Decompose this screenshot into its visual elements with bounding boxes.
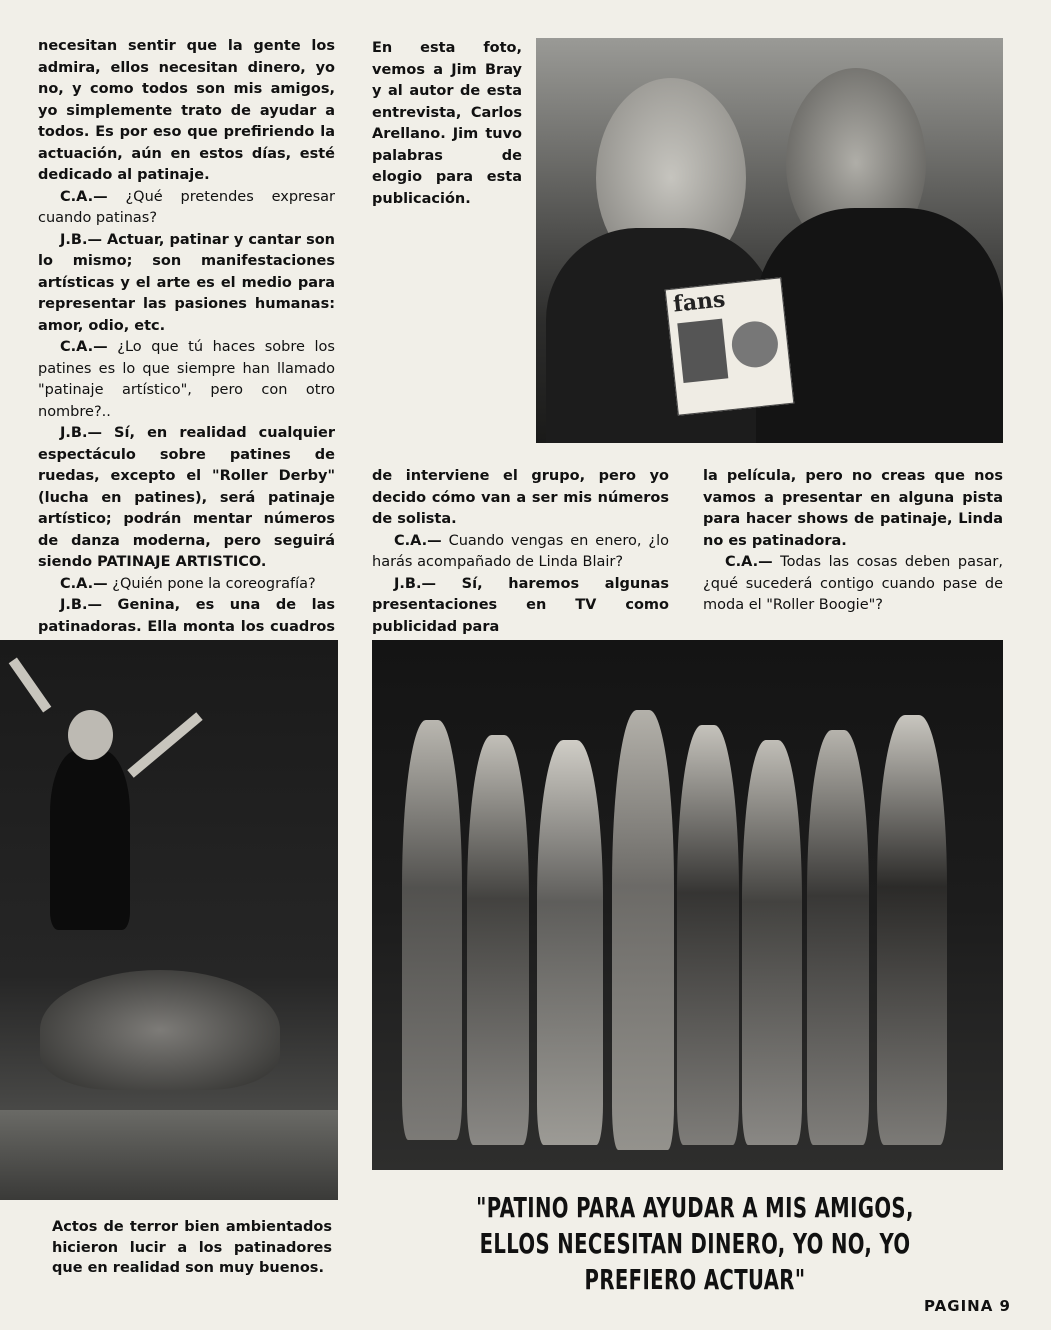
body-right <box>756 208 1003 443</box>
skater-arm <box>9 658 52 713</box>
paragraph: de interviene el grupo, pero yo decido cómo van a ser mis números de solista. <box>372 468 669 527</box>
magazine-cover-image <box>677 319 728 383</box>
dancer <box>402 720 462 1140</box>
paragraph: C.A.— ¿Qué pretendes expresar cuando patinas? <box>38 188 335 226</box>
photo-dancers-group <box>372 640 1003 1170</box>
paragraph: J.B.— Sí, haremos algunas presentaciones en TV como publicidad para <box>372 575 669 635</box>
paragraph: J.B.— Actuar, patinar y cantar son lo mismo; son manifestaciones artísticas y el arte es el medio para representar las pasiones humanas: amor, odio, etc. <box>38 231 335 334</box>
skater-arm <box>127 712 202 778</box>
paragraph: J.B.— Sí, en realidad cualquier espectáculo sobre patines de ruedas, excepto el "Roller Derby" (lucha en patines), será patinaje artístico; podrán mentar números de danza moderna, pero seguirá siendo PATINAJE ARTISTICO. <box>38 425 335 570</box>
paragraph: C.A.— Todas las cosas deben pasar, ¿qué sucederá contigo cuando pase de moda el "Roller Boogie"? <box>703 554 1003 613</box>
photo-skaters-performance <box>0 640 338 1200</box>
magazine-cover-image <box>730 319 781 370</box>
magazine-title: fans <box>671 286 727 318</box>
dancer <box>807 730 869 1145</box>
article-column-2 <box>372 466 669 638</box>
dancer <box>877 715 947 1145</box>
skater-standing <box>50 750 130 930</box>
article-column-3 <box>703 466 1003 617</box>
photo-jim-bray-carlos-arellano <box>536 38 1003 443</box>
dancer <box>537 740 603 1145</box>
paragraph: necesitan sentir que la gente los admira, ellos necesitan dinero, yo no, y como todos son mis amigos, yo simplemente trato de ayudar a todos. Es por eso que prefiriendo la actuación, aún en estos días, esté dedicado al patinaje. <box>38 38 335 183</box>
skater-head <box>68 710 113 760</box>
bottom-left-photo-caption: Actos de terror bien ambientados hicieron lucir a los patinadores que en realidad son muy buenos. <box>52 1219 332 1276</box>
dancer <box>677 725 739 1145</box>
dancer <box>742 740 802 1145</box>
rink-floor <box>0 1110 338 1200</box>
skater-bending <box>40 970 280 1090</box>
magazine-cover <box>665 277 795 416</box>
article-column-1 <box>38 36 335 660</box>
paragraph: J.B.— Genina, es una de las patinadoras. Ella monta los cuadros <box>38 597 335 635</box>
dancer <box>612 710 674 1150</box>
top-photo-caption: En esta foto, vemos a Jim Bray y al autor de esta entrevista, Carlos Arellano. Jim tuvo palabras de elogio para esta publicación. <box>372 40 522 207</box>
paragraph: C.A.— Cuando vengas en enero, ¿lo harás acompañado de Linda Blair? <box>372 532 669 570</box>
headline-quote: "PATINO PARA AYUDAR A MIS AMIGOS, ELLOS NECESITAN DINERO, YO NO, YO PREFIERO ACTUAR" <box>476 1191 914 1296</box>
paragraph: C.A.— ¿Quién pone la coreografía? <box>60 575 316 592</box>
dancer <box>467 735 529 1145</box>
paragraph: C.A.— ¿Lo que tú haces sobre los patines es lo que siempre han llamado "patinaje artístico", pero con otro nombre?.. <box>38 339 335 420</box>
page-number: PAGINA 9 <box>924 1297 1011 1315</box>
paragraph: la película, pero no creas que nos vamos a presentar en alguna pista para hacer shows de patinaje, Linda no es patinadora. <box>703 468 1003 549</box>
